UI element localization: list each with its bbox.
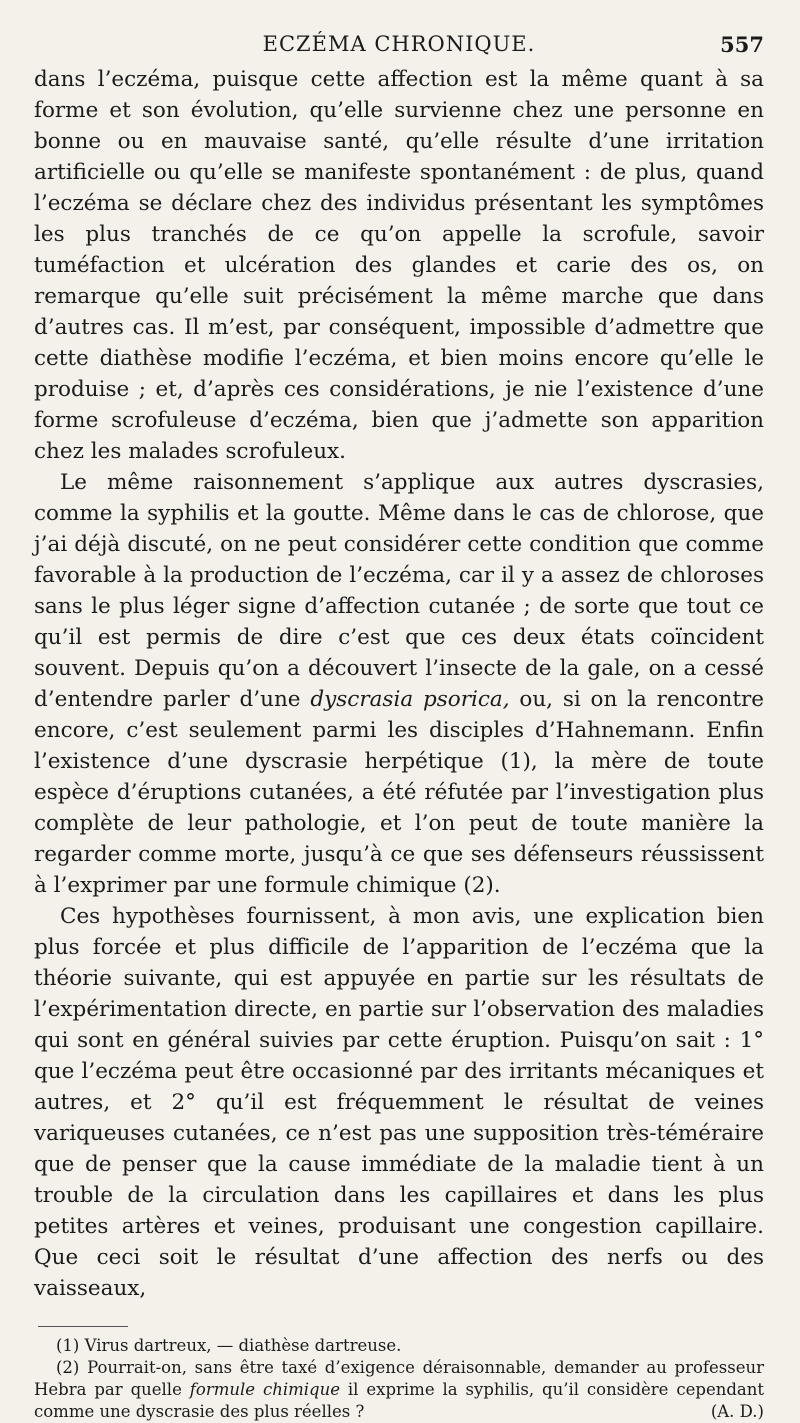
footnote-2-text-a: (2) Pourrait-on, sans être taxé d’exigence déraisonnable, demander au professeur Hebra par quelle [34,1358,764,1399]
paragraph [34,64,764,467]
paragraph-text: Ces hypothèses fournissent, à mon avis, une explication bien plus forcée et plus difficile de l’apparition de l’eczéma que la théorie suivante, qui est appuyée en partie sur les résultats de l’expérimentation directe, en partie sur l’observation des maladies qui sont en général suivies par cette éruption. Puisqu’on sait : 1° que l’eczéma peut être occasionné par des irritants mécaniques et autres, et 2° qu’il est fréquemment le résultat de veines variqueuses cutanées, ce n’est pas une supposition très-téméraire que de penser que la cause immédiate de la maladie tient à un trouble de la circulation dans les capillaires et dans les plus petites artères et veines, produisant une congestion capillaire. Que ceci soit le résultat d’une affection des nerfs ou des vaisseaux, [34,904,764,1301]
footnote-2-text-b: il exprime la syphilis, qu’il considère cependant comme une dyscrasie des plus réelles ? [34,1380,764,1421]
page-number: 557 [720,32,764,57]
emphasis-text: dyscrasia psorica, [310,687,510,712]
page-header [34,30,764,64]
paragraph [34,467,764,901]
body-text [34,64,764,1304]
footnote-2-signature: (A. D.) [710,1402,764,1421]
footnote-2-emphasis: formule chimique [189,1380,340,1399]
footnote-1: (1) Virus dartreux, — diathèse dartreuse. [56,1336,402,1355]
paragraph-text: dans l’eczéma, puisque cette affection est la même quant à sa forme et son évolution, qu’elle survienne chez une personne en bonne ou en mauvaise santé, qu’elle résulte d’une irritation artificielle ou qu’elle se manifeste spontanément : de plus, quand l’eczéma se déclare chez des individus présentant les symptômes les plus tranchés de ce qu’on appelle la scrofule, savoir tuméfaction et ulcération des glandes et carie des os, on remarque qu’elle suit précisément la même marche que dans d’autres cas. Il m’est, par conséquent, impossible d’admettre que cette diathèse modifie l’eczéma, et bien moins encore qu’elle le produise ; et, d’après ces considérations, je nie l’existence d’une forme scrofuleuse d’eczéma, bien que j’admette son apparition chez les malades scrofuleux. [34,67,764,464]
paragraph-text: ou, si on la rencontre encore, c’est seulement parmi les disciples d’Hahnemann. Enfin l’existence d’une dyscrasie herpétique (1), la mère de toute espèce d’éruptions cutanées, a été réfutée par l’investigation plus complète de leur pathologie, et l’on peut de toute manière la regarder comme morte, jusqu’à ce que ses défenseurs réussissent à l’exprimer par une formule chimique (2). [34,687,764,898]
footnotes [34,1335,764,1423]
running-title: ECZÉMA CHRONIQUE. [262,32,536,56]
footnote-divider [38,1326,128,1327]
footnote-2 [34,1357,764,1423]
paragraph [34,901,764,1304]
paragraph-text: Le même raisonnement s’applique aux autres dyscrasies, comme la syphilis et la goutte. Même dans le cas de chlorose, que j’ai déjà discuté, on ne peut considérer cette condition que comme favorable à la production de l’eczéma, car il y a assez de chloroses sans le plus léger signe d’affection cutanée ; de sorte que tout ce qu’il est permis de dire c’est que ces deux états coïncident souvent. Depuis qu’on a découvert l’insecte de la gale, on a cessé d’entendre parler d’une [34,470,764,712]
